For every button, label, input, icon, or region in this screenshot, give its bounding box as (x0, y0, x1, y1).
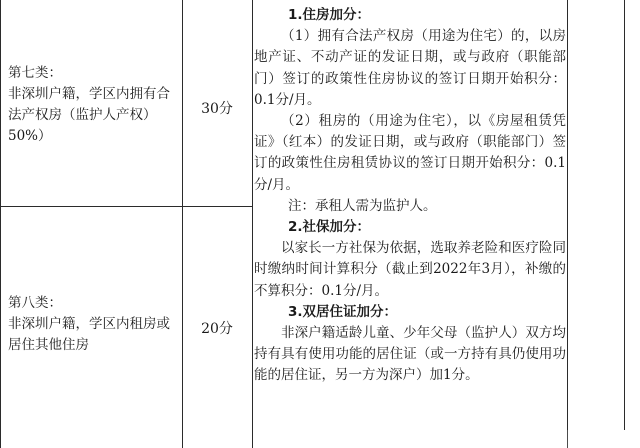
social-security-paragraph: 以家长一方社保为依据，选取养老险和医疗险同时缴纳时间计算积分（截止到2022年3月），补缴的不算积分：0.1分/月。 (254, 240, 566, 299)
housing-bonus-heading: 1.住房加分： (288, 7, 371, 23)
table-divider-3 (567, 0, 568, 448)
social-security-heading: 2.社保加分： (288, 219, 371, 236)
table-divider-2 (252, 0, 253, 448)
score-cell-7 (183, 98, 251, 118)
category-label-8: 第八类： 非深圳户籍，学区内租房或居住其他住房 (8, 295, 170, 353)
score-value-7: 30分 (201, 101, 233, 117)
residence-permit-heading: 3.双居住证加分： (288, 303, 398, 320)
score-cell-8 (183, 318, 251, 338)
table-border-left (0, 0, 1, 448)
bonus-rules-cell (254, 5, 566, 387)
category-label-7: 第七类： 非深圳户籍，学区内拥有合法产权房（监护人产权）50%） (8, 65, 170, 144)
row-separator (0, 206, 253, 207)
corner-fade (560, 430, 640, 448)
housing-rented-paragraph: （2）租房的（用途为住宅），以《房屋租赁凭证》（红本）的发证日期，或与政府（职能部门）签订的政策性住房租赁协议的签订日期开始积分：0.1分/月。 (254, 113, 566, 193)
category-cell-8 (8, 293, 180, 356)
category-cell-7 (8, 63, 180, 147)
housing-note: 注：承租人需为监护人。 (288, 197, 437, 214)
table-divider-1 (182, 0, 183, 448)
score-value-8: 20分 (201, 321, 233, 337)
table-border-right (624, 0, 625, 448)
residence-permit-paragraph: 非深户籍适龄儿童、少年父母（监护人）双方均持有具有使用功能的居住证（或一方持有具仍使用功能的居住证，另一方为深户）加1分。 (254, 325, 566, 384)
housing-owned-paragraph: （1）拥有合法产权房（用途为住宅）的，以房地产证、不动产证的发证日期，或与政府（职能部门）签订的政策性住房协议的签订日期开始积分：0.1分/月。 (254, 28, 566, 108)
